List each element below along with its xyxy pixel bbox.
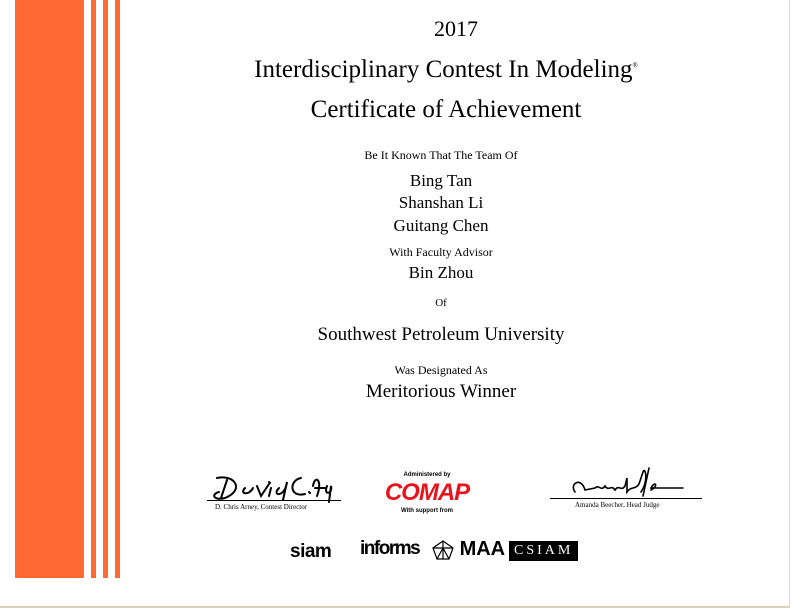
advisor-name: Bin Zhou [408, 263, 474, 282]
maa-logo [432, 538, 505, 561]
team-member: Shanshan Li [398, 193, 484, 212]
support-label: With support from [401, 508, 453, 514]
judge-signature [555, 462, 695, 502]
administered-by-label: Administered by [403, 472, 451, 478]
decorative-stripe-thin [115, 0, 120, 578]
judge-caption: Amanda Beecher, Head Judge [575, 501, 660, 509]
registered-mark: ® [632, 61, 638, 70]
advisor-label: With Faculty Advisor [389, 245, 493, 259]
team-intro: Be It Known That The Team Of [364, 148, 518, 162]
director-signature [205, 470, 340, 504]
university-name: Southwest Petroleum University [317, 324, 565, 345]
csiam-logo: CSIAM [509, 541, 578, 561]
team-member: Guitang Chen [393, 216, 489, 235]
judge-signature-line [550, 498, 702, 499]
decorative-stripe-thin [103, 0, 108, 578]
certificate-title: Certificate of Achievement [310, 96, 582, 123]
maa-logo-text: MAA [459, 538, 506, 560]
team-member: Bing Tan [409, 171, 473, 190]
comap-logo: COMAP [384, 479, 470, 506]
decorative-stripe-wide [15, 0, 84, 578]
informs-logo-text: informs [360, 538, 420, 559]
comap-block [380, 472, 474, 514]
director-caption: D. Chris Arney, Contest Director [215, 503, 308, 511]
decorative-stripe-thin [91, 0, 96, 578]
certificate-year: 2017 [434, 16, 478, 41]
informs-logo [360, 538, 419, 560]
contest-name [100, 56, 792, 84]
siam-logo: siam [290, 541, 332, 562]
maa-polyhedron-icon [432, 540, 454, 560]
designated-label: Was Designated As [394, 363, 488, 377]
of-label: Of [435, 297, 447, 309]
award-title: Meritorious Winner [365, 381, 517, 402]
director-signature-line [207, 500, 341, 501]
contest-name-text: Interdisciplinary Contest In Modeling [254, 56, 633, 83]
